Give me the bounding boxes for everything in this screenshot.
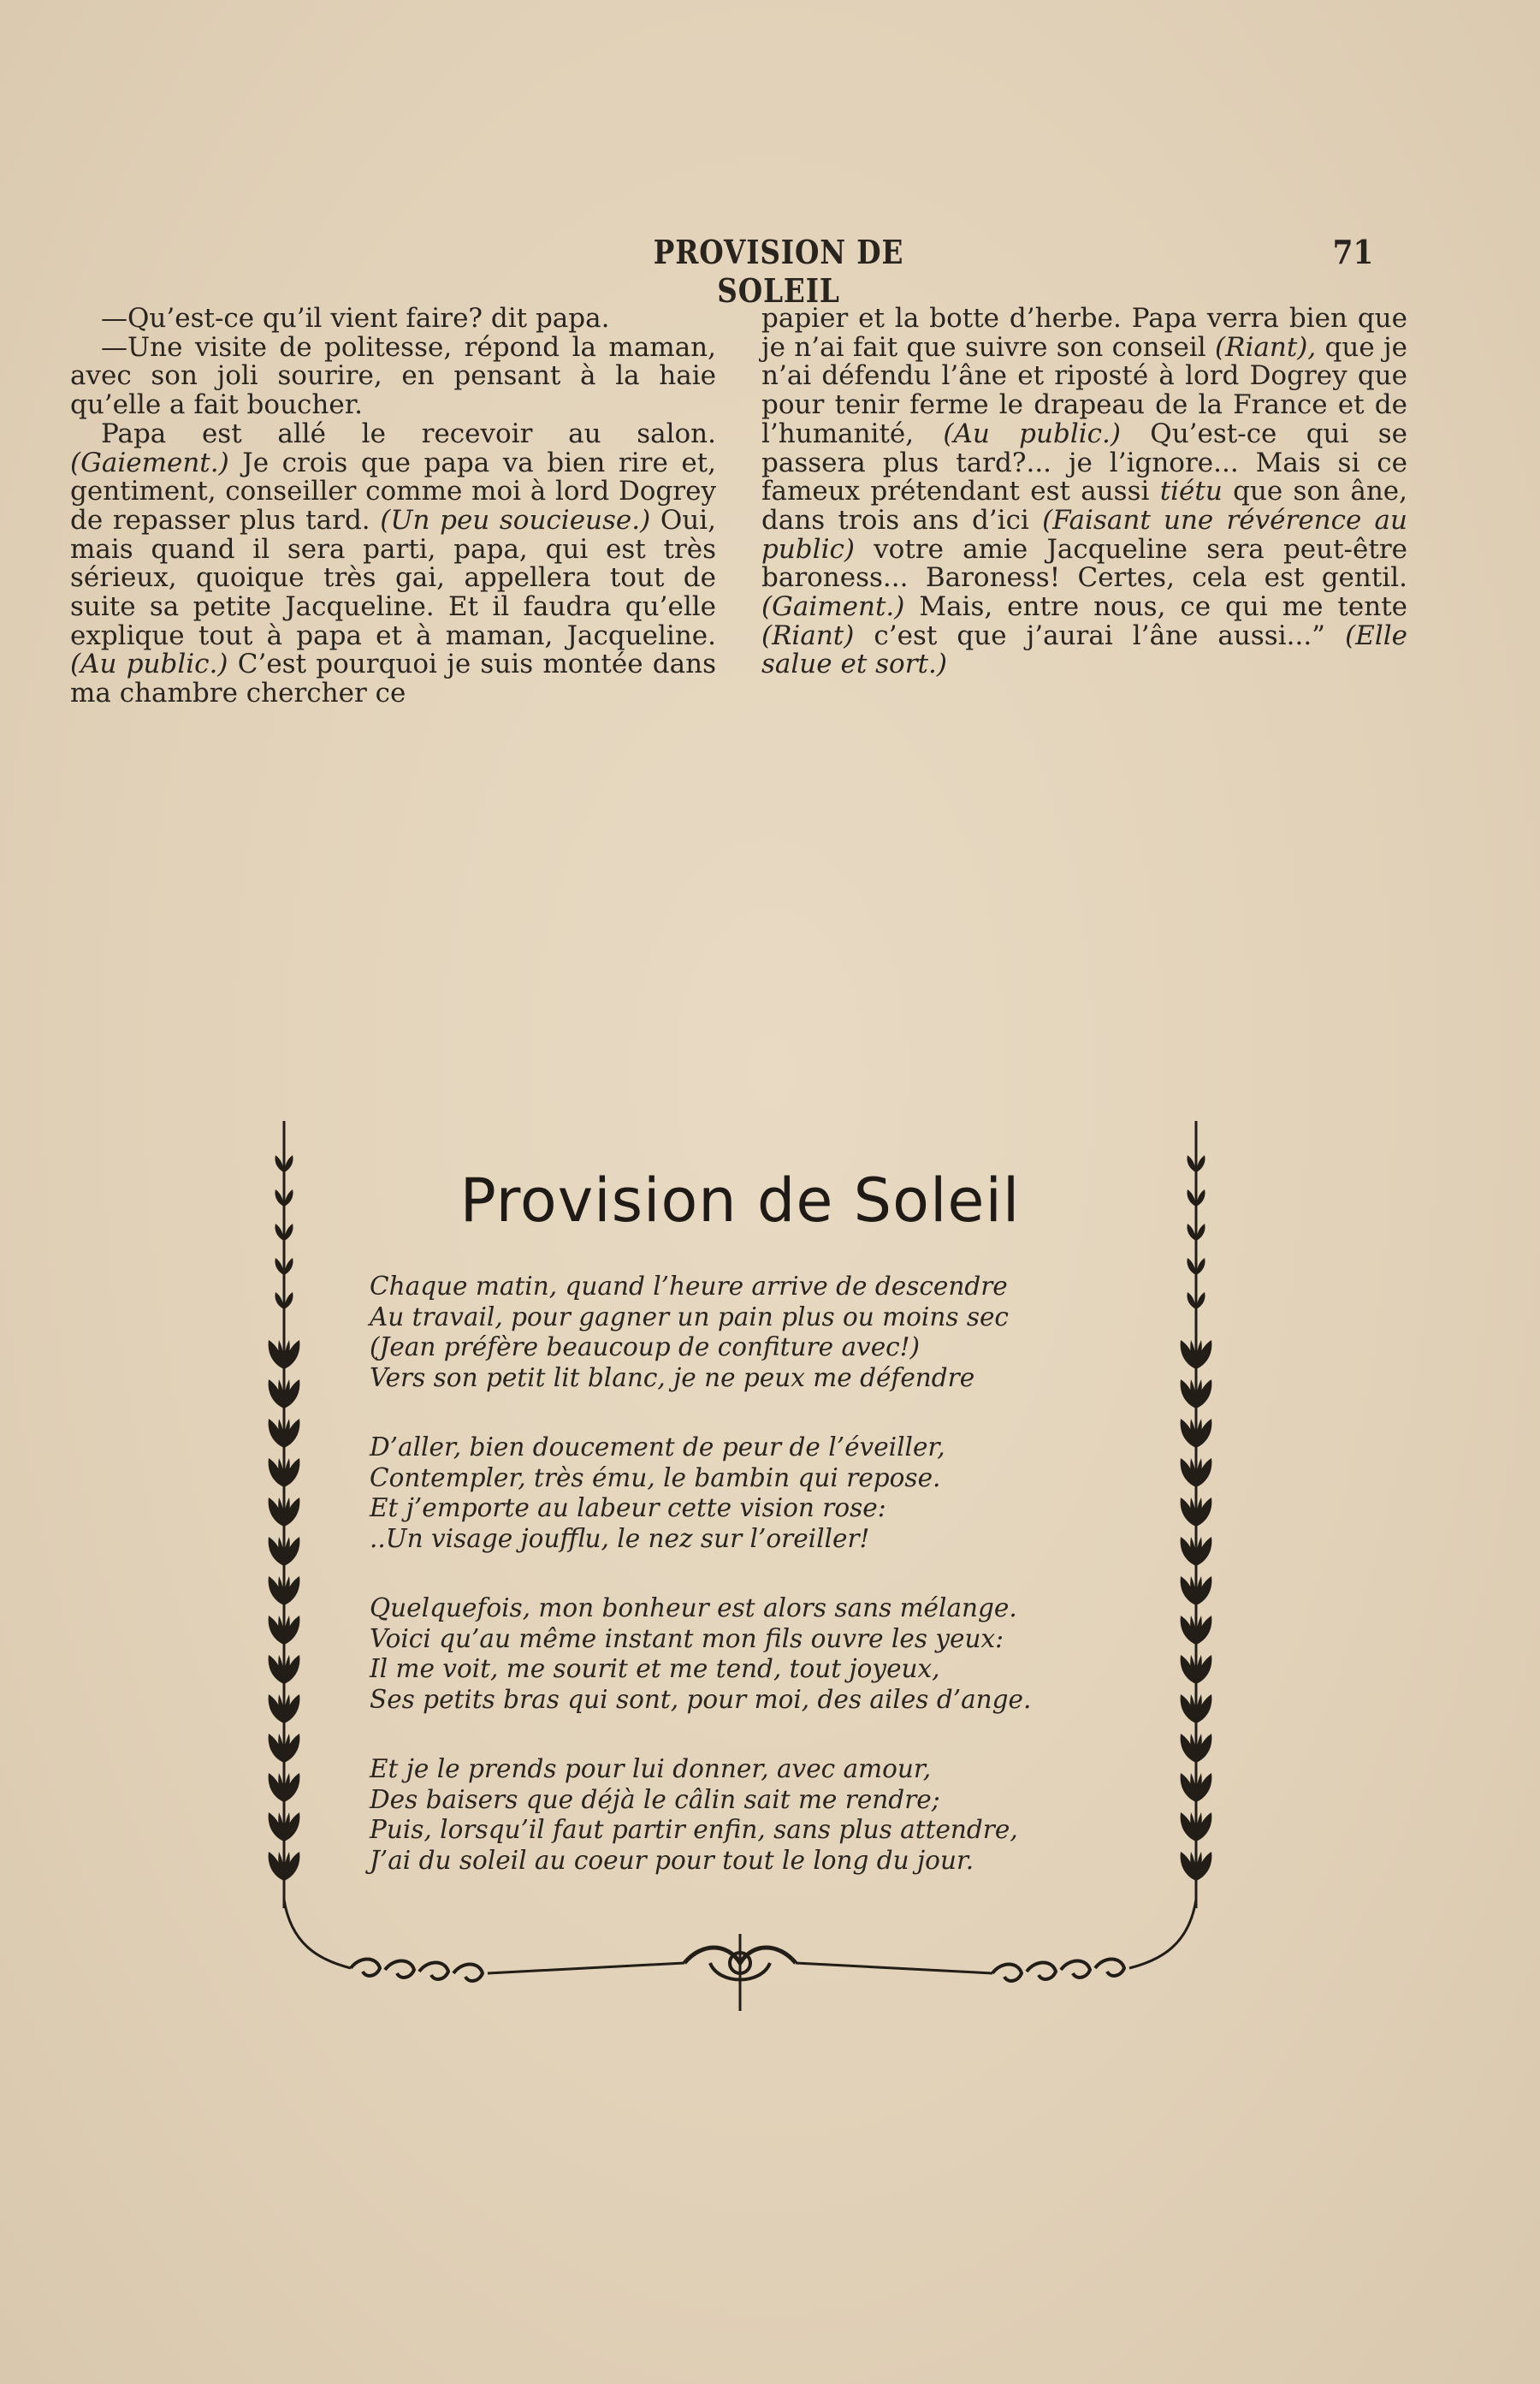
text-run: Oui, mais quand il sera parti, papa, qui est très sérieux, quoique très gai, appellera tout de suite sa petite Jacqueline. Et il faudra qu’elle explique tout à papa et à maman, Jacqueline. [70,504,716,651]
paragraph [761,305,1407,679]
text-run: C’est pourquoi je suis montée dans ma chambre chercher ce [70,649,717,709]
stage-direction: (Elle salue et sort.) [761,620,1407,680]
text-run: Qu’est-ce qui se passera plus tard?... je l’ignore... Mais si ce fameux prétendant est aussi [761,418,1407,507]
verse-line: Des baisers que déjà le câlin sait me rendre; [370,1784,940,1814]
stage-direction: (Gaiment.) [761,591,905,623]
bottom-scroll-ornament [351,1934,1124,2011]
verse-line: J’ai du soleil au coeur pour tout le long du jour. [370,1845,974,1875]
stanza [370,1432,1140,1554]
verse-line: Ses petits bras qui sont, pour moi, des ailes d’ange. [370,1684,1032,1714]
text-run: Mais, entre nous, ce qui me tente [904,591,1407,623]
running-title: PROVISION DE SOLEIL [653,233,904,310]
paragraph: —Une visite de politesse, répond la maman, avec son joli sourire, en pensant à la haie qu’elle a fait boucher. [70,331,716,421]
text-run: Papa est allé le recevoir au salon. [101,418,716,449]
text-run: votre amie Jacqueline sera peut-être baroness... Baroness! Certes, cela est gentil. [761,533,1407,594]
verse-line: Au travail, pour gagner un pain plus ou moins sec [370,1302,1009,1331]
stanza [370,1754,1140,1876]
paragraph: —Qu’est-ce qu’il vient faire? dit papa. [101,303,610,334]
stage-direction: (Au public.) [70,649,228,680]
stage-direction: (Riant), [1215,331,1317,363]
right-laurel-vine [1129,1121,1211,1968]
text-run: que je n’ai défendu l’âne et riposté à lord Dogrey que pour tenir ferme le drapeau de la France et de l’humanité, [761,331,1407,449]
dialect-word: tiétu [1159,476,1223,507]
text-run: Je crois que papa va bien rire et, gentiment, conseiller comme moi à lord Dogrey de repasser plus tard. [70,447,716,536]
verse-line: Et j’emporte au labeur cette vision rose: [370,1493,886,1522]
text-run: papier et la botte d’herbe. Papa verra bien que je n’ai fait que suivre son conseil [761,303,1407,363]
poem-title: Provision de Soleil [459,1165,1021,1236]
stage-direction: (Riant) [761,620,855,651]
stage-direction: (Un peu soucieuse.) [380,504,651,536]
verse-line: Et je le prends pour lui donner, avec amour, [370,1754,932,1783]
verse-line: Il me voit, me sourit et me tend, tout joyeux, [370,1654,940,1683]
verse-line: ..Un visage joufflu, le nez sur l’oreiller! [370,1523,870,1553]
right-column [761,305,1407,679]
verse-line: D’aller, bien doucement de peur de l’éveiller, [370,1432,945,1462]
verse-line: (Jean préfère beaucoup de confiture avec!) [370,1332,921,1361]
stage-direction: (Au public.) [943,418,1121,449]
page-number: 71 [1332,233,1374,271]
stanza [370,1272,1140,1393]
text-run: que son âne, dans trois ans d’ici [761,476,1408,536]
stanza [370,1593,1140,1715]
poem [370,1272,1140,1915]
stage-direction: (Faisant une révérence au public) [761,504,1407,565]
verse-line: Puis, lorsqu’il faut partir enfin, sans plus attendre, [370,1815,1018,1844]
left-column [70,305,716,709]
stage-direction: (Gaiement.) [70,447,229,478]
verse-line: Quelquefois, mon bonheur est alors sans mélange. [370,1593,1017,1622]
verse-line: Chaque matin, quand l’heure arrive de descendre [370,1272,1008,1301]
paragraph [70,420,716,709]
text-run: c’est que j’aurai l’âne aussi...” [854,620,1346,651]
left-laurel-vine [269,1121,351,1968]
verse-line: Vers son petit lit blanc, je ne peux me défendre [370,1362,975,1392]
verse-line: Contempler, très ému, le bambin qui repose. [370,1462,941,1492]
running-head [68,233,1386,310]
verse-line: Voici qu’au même instant mon fils ouvre les yeux: [370,1623,1004,1653]
